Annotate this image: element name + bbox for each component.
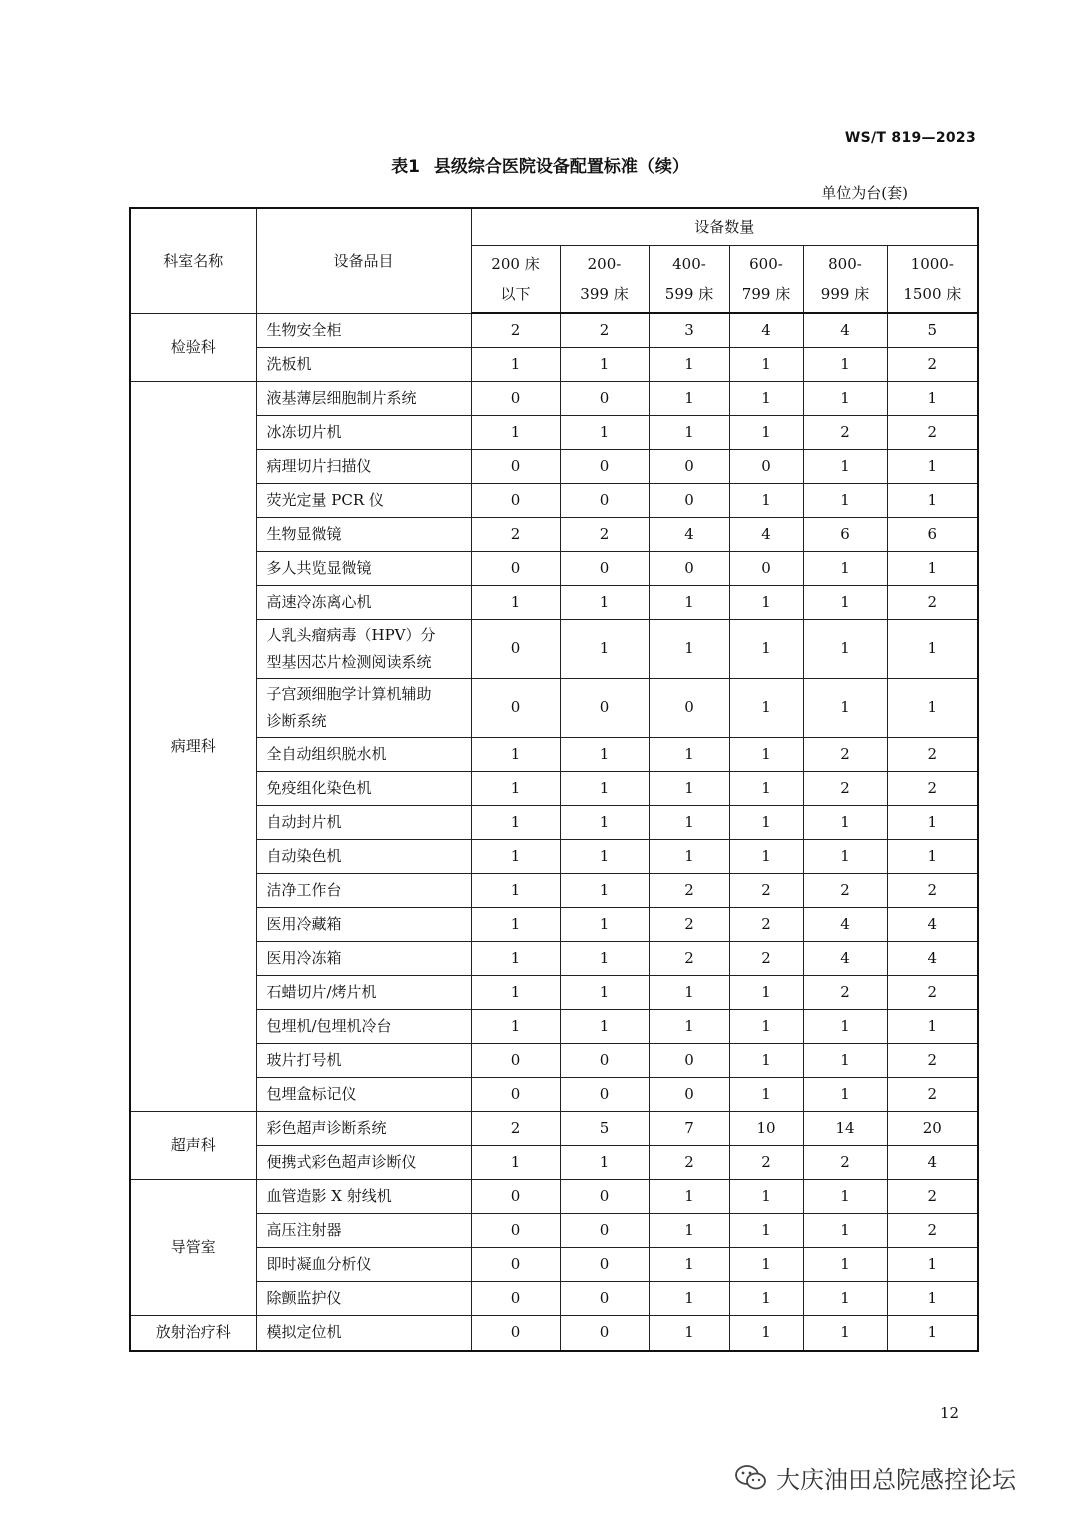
quantity-cell: 1 <box>649 839 729 873</box>
quantity-cell: 0 <box>560 381 649 415</box>
table-row <box>130 678 978 737</box>
quantity-cell: 2 <box>649 907 729 941</box>
quantity-cell: 0 <box>560 1247 649 1281</box>
quantity-cell: 1 <box>649 1247 729 1281</box>
quantity-cell: 1 <box>649 347 729 381</box>
quantity-cell: 1 <box>649 805 729 839</box>
quantity-cell: 4 <box>803 907 887 941</box>
quantity-cell: 0 <box>560 483 649 517</box>
item-cell: 包埋机/包埋机冷台 <box>256 1009 471 1043</box>
quantity-cell: 1 <box>887 1281 978 1315</box>
quantity-cell: 1 <box>471 805 560 839</box>
quantity-cell: 2 <box>729 1145 803 1179</box>
table-row <box>130 975 978 1009</box>
table-row <box>130 839 978 873</box>
table-row <box>130 381 978 415</box>
item-cell: 高速冷冻离心机 <box>256 585 471 619</box>
quantity-cell: 1 <box>471 975 560 1009</box>
quantity-cell: 0 <box>560 1315 649 1351</box>
quantity-cell: 1 <box>471 771 560 805</box>
quantity-cell: 1 <box>803 449 887 483</box>
quantity-cell: 5 <box>560 1111 649 1145</box>
quantity-cell: 1 <box>560 619 649 678</box>
quantity-cell: 1 <box>729 1281 803 1315</box>
quantity-cell: 2 <box>560 313 649 347</box>
quantity-cell: 1 <box>649 381 729 415</box>
quantity-cell: 1 <box>803 381 887 415</box>
table-row <box>130 517 978 551</box>
standard-code: WS/T 819—2023 <box>844 130 976 146</box>
quantity-cell: 1 <box>729 619 803 678</box>
quantity-cell: 1 <box>729 347 803 381</box>
table-row <box>130 1009 978 1043</box>
quantity-cell: 1 <box>560 737 649 771</box>
quantity-cell: 0 <box>471 619 560 678</box>
wechat-icon <box>734 1464 768 1492</box>
quantity-cell: 1 <box>803 1043 887 1077</box>
quantity-cell: 2 <box>803 975 887 1009</box>
quantity-cell: 1 <box>729 737 803 771</box>
quantity-cell: 1 <box>887 483 978 517</box>
quantity-cell: 1 <box>649 1213 729 1247</box>
table-row <box>130 907 978 941</box>
header-row-1 <box>130 208 978 246</box>
quantity-cell: 0 <box>729 551 803 585</box>
quantity-cell: 1 <box>887 551 978 585</box>
quantity-cell: 2 <box>649 941 729 975</box>
quantity-cell: 0 <box>560 1213 649 1247</box>
quantity-cell: 0 <box>560 1043 649 1077</box>
quantity-cell: 0 <box>560 449 649 483</box>
quantity-cell: 1 <box>649 975 729 1009</box>
quantity-cell: 2 <box>471 1111 560 1145</box>
bed-range-header: 400- 599 床 <box>649 246 729 314</box>
quantity-cell: 1 <box>560 585 649 619</box>
quantity-cell: 4 <box>729 313 803 347</box>
quantity-cell: 4 <box>887 1145 978 1179</box>
table-row <box>130 483 978 517</box>
quantity-cell: 4 <box>803 941 887 975</box>
table-row <box>130 551 978 585</box>
quantity-cell: 1 <box>471 585 560 619</box>
quantity-cell: 1 <box>471 347 560 381</box>
quantity-cell: 2 <box>560 517 649 551</box>
quantity-cell: 2 <box>471 313 560 347</box>
quantity-cell: 1 <box>649 1315 729 1351</box>
bed-range-header: 600- 799 床 <box>729 246 803 314</box>
quantity-cell: 1 <box>887 619 978 678</box>
quantity-cell: 0 <box>649 678 729 737</box>
quantity-cell: 1 <box>887 805 978 839</box>
item-cell: 多人共览显微镜 <box>256 551 471 585</box>
item-cell: 自动染色机 <box>256 839 471 873</box>
quantity-cell: 1 <box>729 585 803 619</box>
quantity-cell: 0 <box>729 449 803 483</box>
quantity-cell: 2 <box>887 1179 978 1213</box>
table-row <box>130 771 978 805</box>
quantity-cell: 1 <box>729 1009 803 1043</box>
quantity-cell: 1 <box>887 1009 978 1043</box>
quantity-cell: 20 <box>887 1111 978 1145</box>
table-row <box>130 585 978 619</box>
item-cell: 高压注射器 <box>256 1213 471 1247</box>
quantity-cell: 1 <box>729 678 803 737</box>
table-title-text: 县级综合医院设备配置标准（续） <box>433 157 689 177</box>
quantity-cell: 0 <box>649 551 729 585</box>
unit-note: 单位为台(套) <box>821 184 908 202</box>
bed-range-header: 800- 999 床 <box>803 246 887 314</box>
quantity-cell: 0 <box>471 381 560 415</box>
watermark <box>734 1460 1016 1495</box>
item-cell: 医用冷冻箱 <box>256 941 471 975</box>
table-row <box>130 1213 978 1247</box>
item-cell: 液基薄层细胞制片系统 <box>256 381 471 415</box>
quantity-cell: 1 <box>649 585 729 619</box>
item-cell: 生物安全柜 <box>256 313 471 347</box>
quantity-cell: 1 <box>729 1247 803 1281</box>
quantity-cell: 1 <box>803 1247 887 1281</box>
item-cell: 生物显微镜 <box>256 517 471 551</box>
table-row <box>130 1145 978 1179</box>
quantity-cell: 0 <box>649 1077 729 1111</box>
quantity-cell: 2 <box>887 347 978 381</box>
quantity-cell: 1 <box>649 1281 729 1315</box>
item-cell: 病理切片扫描仪 <box>256 449 471 483</box>
quantity-cell: 1 <box>729 415 803 449</box>
table-row <box>130 1043 978 1077</box>
quantity-cell: 2 <box>803 1145 887 1179</box>
item-cell: 模拟定位机 <box>256 1315 471 1351</box>
table-number: 表1 <box>391 157 420 177</box>
quantity-cell: 1 <box>887 678 978 737</box>
quantity-cell: 0 <box>471 1213 560 1247</box>
quantity-cell: 1 <box>803 619 887 678</box>
dept-cell: 病理科 <box>130 381 256 1111</box>
quantity-cell: 2 <box>803 737 887 771</box>
item-cell: 自动封片机 <box>256 805 471 839</box>
bed-range-header: 200 床 以下 <box>471 246 560 314</box>
equipment-table <box>129 207 979 1352</box>
quantity-cell: 1 <box>471 839 560 873</box>
table-row <box>130 347 978 381</box>
quantity-cell: 2 <box>887 737 978 771</box>
table-row <box>130 1281 978 1315</box>
item-cell: 便携式彩色超声诊断仪 <box>256 1145 471 1179</box>
quantity-cell: 6 <box>803 517 887 551</box>
item-cell: 洁净工作台 <box>256 873 471 907</box>
quantity-cell: 2 <box>803 873 887 907</box>
quantity-cell: 1 <box>560 839 649 873</box>
quantity-cell: 2 <box>471 517 560 551</box>
quantity-cell: 0 <box>471 1043 560 1077</box>
quantity-cell: 1 <box>803 1009 887 1043</box>
dept-cell: 导管室 <box>130 1179 256 1315</box>
quantity-cell: 1 <box>803 1179 887 1213</box>
quantity-cell: 1 <box>729 1213 803 1247</box>
watermark-text: 大庆油田总院感控论坛 <box>776 1466 1016 1494</box>
quantity-cell: 2 <box>887 873 978 907</box>
item-cell: 血管造影 X 射线机 <box>256 1179 471 1213</box>
quantity-cell: 1 <box>471 941 560 975</box>
quantity-cell: 4 <box>803 313 887 347</box>
quantity-cell: 10 <box>729 1111 803 1145</box>
item-header: 设备品目 <box>256 208 471 313</box>
quantity-cell: 1 <box>729 1043 803 1077</box>
quantity-cell: 1 <box>729 839 803 873</box>
quantity-cell: 2 <box>729 907 803 941</box>
quantity-cell: 1 <box>729 483 803 517</box>
quantity-cell: 1 <box>649 619 729 678</box>
quantity-cell: 14 <box>803 1111 887 1145</box>
quantity-cell: 1 <box>887 839 978 873</box>
page-number: 12 <box>940 1404 960 1422</box>
quantity-cell: 0 <box>471 483 560 517</box>
quantity-cell: 0 <box>560 678 649 737</box>
quantity-cell: 0 <box>649 483 729 517</box>
quantity-cell: 2 <box>887 771 978 805</box>
quantity-cell: 1 <box>729 1077 803 1111</box>
table-row <box>130 1247 978 1281</box>
quantity-cell: 2 <box>649 873 729 907</box>
quantity-cell: 1 <box>560 907 649 941</box>
quantity-cell: 1 <box>471 1009 560 1043</box>
quantity-cell: 1 <box>560 1145 649 1179</box>
quantity-cell: 0 <box>560 1281 649 1315</box>
quantity-cell: 4 <box>729 517 803 551</box>
table-row <box>130 1111 978 1145</box>
item-cell: 全自动组织脱水机 <box>256 737 471 771</box>
quantity-cell: 1 <box>729 381 803 415</box>
quantity-cell: 1 <box>649 1179 729 1213</box>
quantity-cell: 1 <box>803 551 887 585</box>
item-cell: 彩色超声诊断系统 <box>256 1111 471 1145</box>
table-row <box>130 619 978 678</box>
quantity-cell: 0 <box>649 449 729 483</box>
quantity-cell: 0 <box>471 1179 560 1213</box>
quantity-cell: 0 <box>560 551 649 585</box>
quantity-cell: 1 <box>471 873 560 907</box>
quantity-cell: 7 <box>649 1111 729 1145</box>
quantity-cell: 1 <box>649 771 729 805</box>
quantity-cell: 2 <box>649 1145 729 1179</box>
table-row <box>130 313 978 347</box>
quantity-cell: 2 <box>887 1213 978 1247</box>
quantity-cell: 0 <box>471 1281 560 1315</box>
quantity-cell: 1 <box>560 941 649 975</box>
item-cell: 玻片打号机 <box>256 1043 471 1077</box>
quantity-cell: 1 <box>560 805 649 839</box>
table-title <box>0 152 1080 177</box>
quantity-cell: 2 <box>803 771 887 805</box>
item-cell: 冰冻切片机 <box>256 415 471 449</box>
table-row <box>130 1315 978 1351</box>
quantity-cell: 2 <box>887 1043 978 1077</box>
quantity-cell: 2 <box>887 415 978 449</box>
dept-cell: 检验科 <box>130 313 256 381</box>
quantity-cell: 1 <box>471 737 560 771</box>
quantity-cell: 4 <box>887 907 978 941</box>
item-cell: 荧光定量 PCR 仪 <box>256 483 471 517</box>
quantity-cell: 1 <box>803 483 887 517</box>
quantity-cell: 1 <box>649 737 729 771</box>
quantity-cell: 1 <box>729 1179 803 1213</box>
quantity-cell: 1 <box>471 1145 560 1179</box>
dept-header: 科室名称 <box>130 208 256 313</box>
quantity-cell: 0 <box>649 1043 729 1077</box>
item-cell: 洗板机 <box>256 347 471 381</box>
quantity-cell: 4 <box>887 941 978 975</box>
quantity-cell: 1 <box>803 1213 887 1247</box>
quantity-cell: 1 <box>887 1247 978 1281</box>
table-row <box>130 449 978 483</box>
item-cell: 除颤监护仪 <box>256 1281 471 1315</box>
quantity-cell: 1 <box>803 585 887 619</box>
dept-cell: 超声科 <box>130 1111 256 1179</box>
quantity-cell: 1 <box>729 805 803 839</box>
quantity-cell: 1 <box>803 839 887 873</box>
table-row <box>130 737 978 771</box>
quantity-cell: 0 <box>471 1315 560 1351</box>
quantity-cell: 1 <box>471 907 560 941</box>
quantity-cell: 1 <box>803 805 887 839</box>
quantity-cell: 1 <box>560 347 649 381</box>
quantity-cell: 0 <box>471 1247 560 1281</box>
quantity-cell: 2 <box>729 941 803 975</box>
table-row <box>130 805 978 839</box>
table-row <box>130 941 978 975</box>
table-row <box>130 1179 978 1213</box>
quantity-cell: 2 <box>729 873 803 907</box>
item-cell: 免疫组化染色机 <box>256 771 471 805</box>
item-cell: 医用冷藏箱 <box>256 907 471 941</box>
quantity-cell: 1 <box>471 415 560 449</box>
item-cell: 子宫颈细胞学计算机辅助 诊断系统 <box>256 678 471 737</box>
item-cell: 人乳头瘤病毒（HPV）分 型基因芯片检测阅读系统 <box>256 619 471 678</box>
quantity-cell: 1 <box>803 1077 887 1111</box>
quantity-cell: 0 <box>471 1077 560 1111</box>
quantity-cell: 2 <box>803 415 887 449</box>
dept-cell: 放射治疗科 <box>130 1315 256 1351</box>
quantity-cell: 0 <box>560 1077 649 1111</box>
quantity-cell: 1 <box>649 415 729 449</box>
quantity-cell: 2 <box>887 585 978 619</box>
quantity-cell: 1 <box>560 1009 649 1043</box>
quantity-cell: 1 <box>729 771 803 805</box>
table-row <box>130 1077 978 1111</box>
quantity-cell: 1 <box>887 1315 978 1351</box>
quantity-cell: 0 <box>471 551 560 585</box>
quantity-cell: 0 <box>560 1179 649 1213</box>
quantity-cell: 2 <box>887 975 978 1009</box>
quantity-cell: 1 <box>560 873 649 907</box>
quantity-cell: 1 <box>803 1315 887 1351</box>
quantity-cell: 3 <box>649 313 729 347</box>
quantity-cell: 1 <box>803 1281 887 1315</box>
bed-range-header: 1000- 1500 床 <box>887 246 978 314</box>
quantity-cell: 1 <box>887 449 978 483</box>
quantity-cell: 1 <box>803 347 887 381</box>
quantity-cell: 0 <box>471 449 560 483</box>
table-body <box>130 313 978 1351</box>
quantity-cell: 1 <box>729 1315 803 1351</box>
item-cell: 包埋盒标记仪 <box>256 1077 471 1111</box>
quantity-cell: 1 <box>560 771 649 805</box>
quantity-cell: 5 <box>887 313 978 347</box>
quantity-cell: 1 <box>729 975 803 1009</box>
quantity-header: 设备数量 <box>471 208 978 246</box>
table-row <box>130 873 978 907</box>
quantity-cell: 2 <box>887 1077 978 1111</box>
bed-range-header: 200- 399 床 <box>560 246 649 314</box>
table-row <box>130 415 978 449</box>
item-cell: 石蜡切片/烤片机 <box>256 975 471 1009</box>
quantity-cell: 6 <box>887 517 978 551</box>
quantity-cell: 1 <box>803 678 887 737</box>
quantity-cell: 0 <box>471 678 560 737</box>
quantity-cell: 1 <box>887 381 978 415</box>
item-cell: 即时凝血分析仪 <box>256 1247 471 1281</box>
quantity-cell: 4 <box>649 517 729 551</box>
quantity-cell: 1 <box>560 415 649 449</box>
quantity-cell: 1 <box>560 975 649 1009</box>
quantity-cell: 1 <box>649 1009 729 1043</box>
